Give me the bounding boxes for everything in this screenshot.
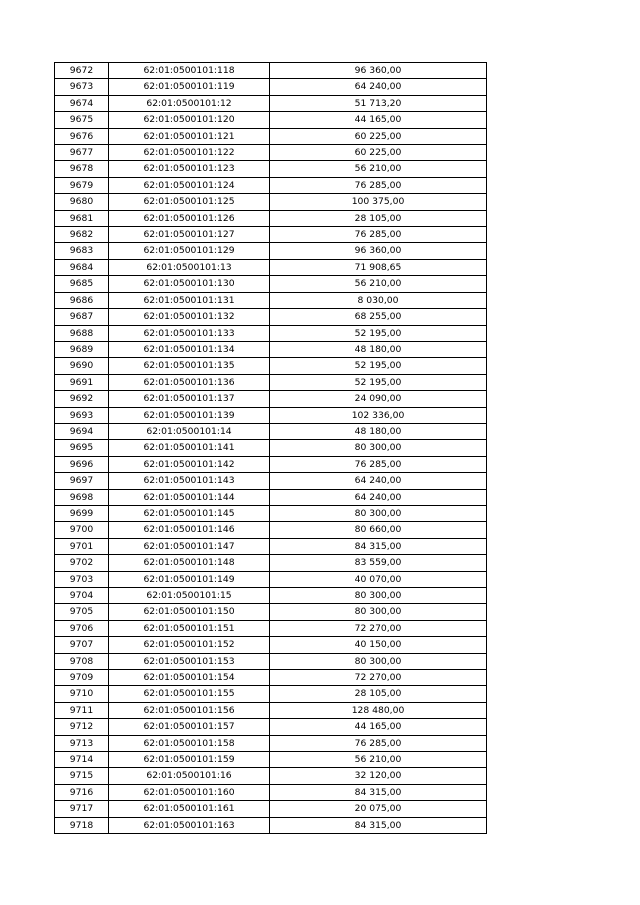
cadastral-number-cell: 62:01:0500101:139 (109, 407, 270, 423)
cadastral-number-cell: 62:01:0500101:120 (109, 112, 270, 128)
table-row (55, 768, 487, 784)
row-number-cell: 9684 (55, 259, 109, 275)
table-row (55, 440, 487, 456)
table-row (55, 571, 487, 587)
table-row (55, 702, 487, 718)
value-cell: 96 360,00 (270, 243, 487, 259)
value-cell: 80 300,00 (270, 604, 487, 620)
value-cell: 80 300,00 (270, 588, 487, 604)
table-row (55, 128, 487, 144)
row-number-cell: 9713 (55, 735, 109, 751)
cadastral-number-cell: 62:01:0500101:152 (109, 637, 270, 653)
table-row (55, 423, 487, 439)
row-number-cell: 9705 (55, 604, 109, 620)
row-number-cell: 9700 (55, 522, 109, 538)
table-row (55, 227, 487, 243)
value-cell: 60 225,00 (270, 145, 487, 161)
table-row (55, 145, 487, 161)
row-number-cell: 9715 (55, 768, 109, 784)
cadastral-number-cell: 62:01:0500101:155 (109, 686, 270, 702)
cadastral-number-cell: 62:01:0500101:122 (109, 145, 270, 161)
row-number-cell: 9677 (55, 145, 109, 161)
table-row (55, 259, 487, 275)
value-cell: 76 285,00 (270, 735, 487, 751)
cadastral-number-cell: 62:01:0500101:160 (109, 784, 270, 800)
value-cell: 56 210,00 (270, 276, 487, 292)
cadastral-number-cell: 62:01:0500101:13 (109, 259, 270, 275)
row-number-cell: 9711 (55, 702, 109, 718)
cadastral-number-cell: 62:01:0500101:159 (109, 752, 270, 768)
cadastral-number-cell: 62:01:0500101:151 (109, 620, 270, 636)
value-cell: 83 559,00 (270, 555, 487, 571)
cadastral-number-cell: 62:01:0500101:149 (109, 571, 270, 587)
value-cell: 60 225,00 (270, 128, 487, 144)
value-cell: 64 240,00 (270, 79, 487, 95)
cadastral-number-cell: 62:01:0500101:136 (109, 374, 270, 390)
cadastral-number-cell: 62:01:0500101:118 (109, 63, 270, 79)
table-row (55, 79, 487, 95)
row-number-cell: 9686 (55, 292, 109, 308)
table-row (55, 473, 487, 489)
row-number-cell: 9692 (55, 391, 109, 407)
value-cell: 102 336,00 (270, 407, 487, 423)
row-number-cell: 9673 (55, 79, 109, 95)
row-number-cell: 9678 (55, 161, 109, 177)
cadastral-number-cell: 62:01:0500101:129 (109, 243, 270, 259)
table-row (55, 309, 487, 325)
value-cell: 96 360,00 (270, 63, 487, 79)
value-cell: 72 270,00 (270, 620, 487, 636)
cadastral-number-cell: 62:01:0500101:148 (109, 555, 270, 571)
value-cell: 80 300,00 (270, 653, 487, 669)
value-cell: 40 070,00 (270, 571, 487, 587)
cadastral-number-cell: 62:01:0500101:144 (109, 489, 270, 505)
value-cell: 52 195,00 (270, 325, 487, 341)
cadastral-number-cell: 62:01:0500101:130 (109, 276, 270, 292)
table-row (55, 784, 487, 800)
cadastral-number-cell: 62:01:0500101:158 (109, 735, 270, 751)
table-row (55, 522, 487, 538)
row-number-cell: 9679 (55, 177, 109, 193)
row-number-cell: 9680 (55, 194, 109, 210)
value-cell: 72 270,00 (270, 670, 487, 686)
row-number-cell: 9690 (55, 358, 109, 374)
row-number-cell: 9694 (55, 423, 109, 439)
value-cell: 24 090,00 (270, 391, 487, 407)
cadastral-number-cell: 62:01:0500101:150 (109, 604, 270, 620)
value-cell: 48 180,00 (270, 423, 487, 439)
table-row (55, 620, 487, 636)
table-row (55, 210, 487, 226)
row-number-cell: 9683 (55, 243, 109, 259)
row-number-cell: 9693 (55, 407, 109, 423)
value-cell: 40 150,00 (270, 637, 487, 653)
value-cell: 20 075,00 (270, 801, 487, 817)
value-cell: 56 210,00 (270, 161, 487, 177)
cadastral-number-cell: 62:01:0500101:121 (109, 128, 270, 144)
value-cell: 84 315,00 (270, 817, 487, 833)
row-number-cell: 9676 (55, 128, 109, 144)
table-row (55, 112, 487, 128)
row-number-cell: 9691 (55, 374, 109, 390)
table-row (55, 194, 487, 210)
table-row (55, 161, 487, 177)
value-cell: 80 300,00 (270, 505, 487, 521)
row-number-cell: 9681 (55, 210, 109, 226)
cadastral-number-cell: 62:01:0500101:16 (109, 768, 270, 784)
cadastral-number-cell: 62:01:0500101:134 (109, 341, 270, 357)
value-cell: 76 285,00 (270, 456, 487, 472)
row-number-cell: 9675 (55, 112, 109, 128)
row-number-cell: 9717 (55, 801, 109, 817)
row-number-cell: 9709 (55, 670, 109, 686)
table-row (55, 719, 487, 735)
cadastral-number-cell: 62:01:0500101:156 (109, 702, 270, 718)
table-row (55, 276, 487, 292)
row-number-cell: 9706 (55, 620, 109, 636)
value-cell: 56 210,00 (270, 752, 487, 768)
cadastral-number-cell: 62:01:0500101:123 (109, 161, 270, 177)
row-number-cell: 9708 (55, 653, 109, 669)
cadastral-number-cell: 62:01:0500101:143 (109, 473, 270, 489)
cadastral-number-cell: 62:01:0500101:146 (109, 522, 270, 538)
table-row (55, 588, 487, 604)
value-cell: 28 105,00 (270, 686, 487, 702)
row-number-cell: 9699 (55, 505, 109, 521)
table-row (55, 292, 487, 308)
row-number-cell: 9703 (55, 571, 109, 587)
cadastral-number-cell: 62:01:0500101:141 (109, 440, 270, 456)
row-number-cell: 9696 (55, 456, 109, 472)
cadastral-number-cell: 62:01:0500101:127 (109, 227, 270, 243)
row-number-cell: 9714 (55, 752, 109, 768)
row-number-cell: 9695 (55, 440, 109, 456)
table-row (55, 243, 487, 259)
row-number-cell: 9688 (55, 325, 109, 341)
value-cell: 64 240,00 (270, 489, 487, 505)
value-cell: 64 240,00 (270, 473, 487, 489)
cadastral-number-cell: 62:01:0500101:119 (109, 79, 270, 95)
cadastral-number-cell: 62:01:0500101:153 (109, 653, 270, 669)
value-cell: 48 180,00 (270, 341, 487, 357)
row-number-cell: 9710 (55, 686, 109, 702)
row-number-cell: 9687 (55, 309, 109, 325)
value-cell: 51 713,20 (270, 95, 487, 111)
value-cell: 80 300,00 (270, 440, 487, 456)
row-number-cell: 9682 (55, 227, 109, 243)
cadastral-number-cell: 62:01:0500101:157 (109, 719, 270, 735)
row-number-cell: 9697 (55, 473, 109, 489)
table-body (55, 63, 487, 834)
value-cell: 52 195,00 (270, 374, 487, 390)
table-row (55, 637, 487, 653)
table-row (55, 374, 487, 390)
cadastral-number-cell: 62:01:0500101:131 (109, 292, 270, 308)
value-cell: 32 120,00 (270, 768, 487, 784)
value-cell: 128 480,00 (270, 702, 487, 718)
value-cell: 28 105,00 (270, 210, 487, 226)
table-row (55, 604, 487, 620)
value-cell: 8 030,00 (270, 292, 487, 308)
table-row (55, 670, 487, 686)
value-cell: 71 908,65 (270, 259, 487, 275)
table-row (55, 341, 487, 357)
value-cell: 84 315,00 (270, 784, 487, 800)
table-row (55, 686, 487, 702)
cadastral-number-cell: 62:01:0500101:124 (109, 177, 270, 193)
table-row (55, 456, 487, 472)
cadastral-value-table (54, 62, 487, 834)
cadastral-number-cell: 62:01:0500101:132 (109, 309, 270, 325)
row-number-cell: 9672 (55, 63, 109, 79)
table-row (55, 801, 487, 817)
cadastral-number-cell: 62:01:0500101:147 (109, 538, 270, 554)
cadastral-number-cell: 62:01:0500101:145 (109, 505, 270, 521)
cadastral-number-cell: 62:01:0500101:137 (109, 391, 270, 407)
row-number-cell: 9702 (55, 555, 109, 571)
cadastral-number-cell: 62:01:0500101:161 (109, 801, 270, 817)
row-number-cell: 9685 (55, 276, 109, 292)
table-row (55, 735, 487, 751)
row-number-cell: 9701 (55, 538, 109, 554)
table-row (55, 95, 487, 111)
row-number-cell: 9718 (55, 817, 109, 833)
value-cell: 76 285,00 (270, 177, 487, 193)
cadastral-number-cell: 62:01:0500101:14 (109, 423, 270, 439)
cadastral-number-cell: 62:01:0500101:163 (109, 817, 270, 833)
cadastral-number-cell: 62:01:0500101:135 (109, 358, 270, 374)
cadastral-number-cell: 62:01:0500101:15 (109, 588, 270, 604)
table-row (55, 358, 487, 374)
cadastral-number-cell: 62:01:0500101:142 (109, 456, 270, 472)
cadastral-number-cell: 62:01:0500101:126 (109, 210, 270, 226)
value-cell: 68 255,00 (270, 309, 487, 325)
table-row (55, 817, 487, 833)
value-cell: 44 165,00 (270, 112, 487, 128)
cadastral-number-cell: 62:01:0500101:12 (109, 95, 270, 111)
table-row (55, 538, 487, 554)
cadastral-number-cell: 62:01:0500101:133 (109, 325, 270, 341)
row-number-cell: 9689 (55, 341, 109, 357)
cadastral-number-cell: 62:01:0500101:125 (109, 194, 270, 210)
table-row (55, 505, 487, 521)
row-number-cell: 9698 (55, 489, 109, 505)
value-cell: 52 195,00 (270, 358, 487, 374)
table-row (55, 752, 487, 768)
cadastral-number-cell: 62:01:0500101:154 (109, 670, 270, 686)
row-number-cell: 9712 (55, 719, 109, 735)
table-row (55, 407, 487, 423)
value-cell: 84 315,00 (270, 538, 487, 554)
table-row (55, 653, 487, 669)
table-row (55, 63, 487, 79)
value-cell: 80 660,00 (270, 522, 487, 538)
value-cell: 76 285,00 (270, 227, 487, 243)
row-number-cell: 9707 (55, 637, 109, 653)
value-cell: 100 375,00 (270, 194, 487, 210)
row-number-cell: 9674 (55, 95, 109, 111)
table-row (55, 391, 487, 407)
table-row (55, 489, 487, 505)
row-number-cell: 9716 (55, 784, 109, 800)
row-number-cell: 9704 (55, 588, 109, 604)
value-cell: 44 165,00 (270, 719, 487, 735)
table-row (55, 325, 487, 341)
table-row (55, 555, 487, 571)
table-row (55, 177, 487, 193)
